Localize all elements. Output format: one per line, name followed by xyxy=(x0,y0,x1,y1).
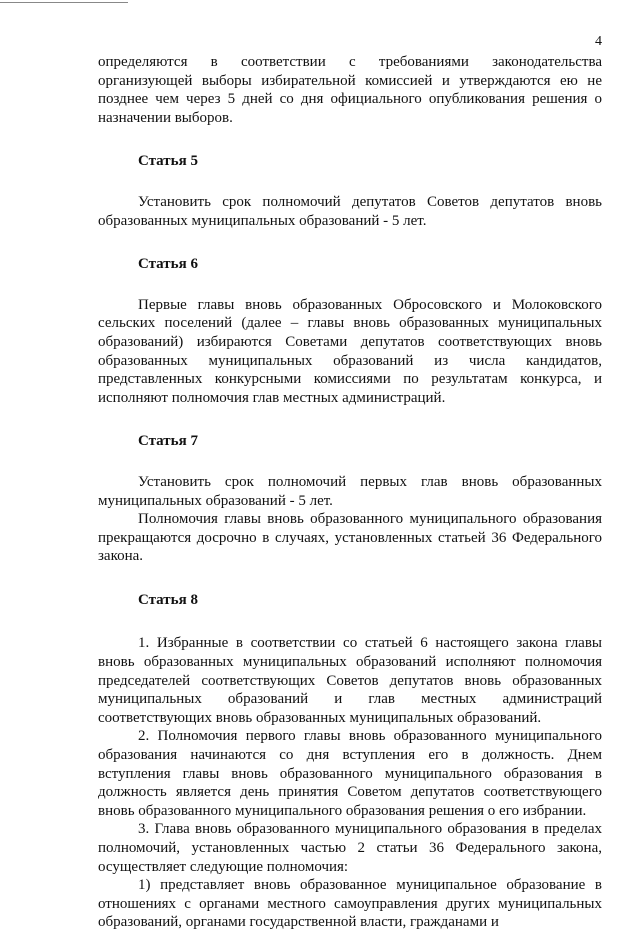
article-7-paragraph-2: Полномочия главы вновь образованного муниципального образования прекращаются досрочно в случаях, установленных статьей 36 Федерального закона. xyxy=(98,511,602,565)
article-5-heading: Статья 5 xyxy=(138,153,198,170)
article-5-paragraph-1: Установить срок полномочий депутатов Советов депутатов вновь образованных муниципальных образований - 5 лет. xyxy=(98,193,602,229)
article-6-paragraph-1: Первые главы вновь образованных Обросовского и Молоковского сельских поселений (далее – главы вновь образованных муниципальных образований) избираются Советами депутатов соответствующих вновь образованных муниципальных образований из числа кандидатов, представленных конкурсными комиссиями по результатам конкурса, и исполняют полномочия глав местных администраций. xyxy=(98,296,602,406)
article-7-paragraph-1: Установить срок полномочий первых глав вновь образованных муниципальных образований - 5 лет. xyxy=(98,473,602,509)
article-8-heading: Статья 8 xyxy=(138,591,198,608)
article-8-paragraph-1: 1. Избранные в соответствии со статьей 6 настоящего закона главы вновь образованных муниципальных образований исполняют полномочия председателей соответствующих Советов депутатов вновь образованных муниципальных образований и глав местных администраций соответствующих вновь образованных муниципальных образований. xyxy=(98,635,602,726)
scan-edge-line xyxy=(0,2,128,3)
article-6-heading: Статья 6 xyxy=(138,256,198,273)
page-number: 4 xyxy=(595,34,602,49)
document-body xyxy=(98,53,602,932)
article-8-paragraph-4: 1) представляет вновь образованное муниципальное образование в отношениях с органами местного самоуправления других муниципальных образований, органами государственной власти, гражданами и xyxy=(98,877,602,931)
article-8-paragraph-3: 3. Глава вновь образованного муниципального образования в пределах полномочий, установленных частью 2 статьи 36 Федерального закона, осуществляет следующие полномочия: xyxy=(98,821,602,875)
article-7-heading: Статья 7 xyxy=(138,433,198,450)
continuation-paragraph: определяются в соответствии с требованиями законодательства организующей выборы избирательной комиссией и утверждаются ею не позднее чем через 5 дней со дня официального опубликования решения о назначении выборов. xyxy=(98,54,602,126)
article-8-paragraph-2: 2. Полномочия первого главы вновь образованного муниципального образования начинаются со дня вступления его в должность. Днем вступления главы вновь образованного муниципального образования в должность является день принятия Советом депутатов соответствующего вновь образованного муниципального образования решения о его избрании. xyxy=(98,728,602,819)
